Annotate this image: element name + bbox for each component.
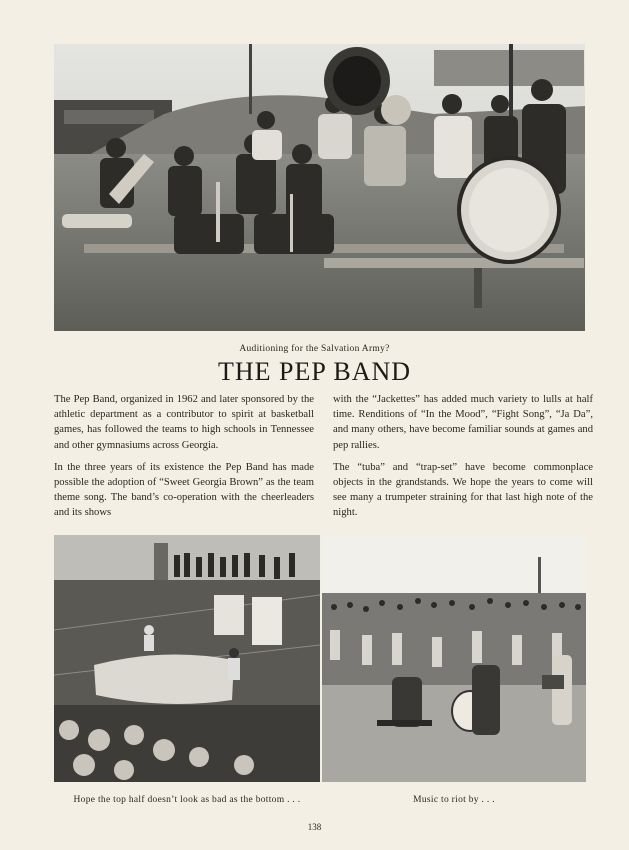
- bottom-right-photo-caption: Music to riot by . . .: [413, 795, 495, 805]
- article-left-column: [54, 392, 314, 528]
- top-photo: [54, 44, 585, 331]
- article-paragraph: with the “Jackettes” has added much variety to lulls at half time. Renditions of “In the Mood”, “Fight Song”, “Ja Da”, and many others, have become familiar sounds at games and pep rallies.: [333, 394, 593, 451]
- page-number: 138: [307, 822, 322, 832]
- bottom-right-photo: [322, 535, 586, 782]
- article-paragraph: The “tuba” and “trap-set” have become commonplace objects in the grandstands. We hope the years to come will see many a trumpeter straining for that last high note of the night.: [333, 461, 593, 519]
- article-paragraph: In the three years of its existence the Pep Band has made possible the adoption of “Sweet Georgia Brown” as the team theme song. The band’s co-operation with the cheerleaders and its shows: [54, 461, 314, 519]
- bottom-left-photo-caption: Hope the top half doesn’t look as bad as the bottom . . .: [73, 795, 301, 805]
- article-right-column: [333, 392, 593, 528]
- top-photo-caption: Auditioning for the Salvation Army?: [239, 344, 390, 354]
- article-title: THE PEP BAND: [217, 357, 412, 386]
- bottom-left-photo: [54, 535, 320, 782]
- article-paragraph: The Pep Band, organized in 1962 and later sponsored by the athletic department as a contributor to spirit at basketball games, has followed the teams to high schools in Tennessee and other gymnasiums across Georgia.: [54, 394, 314, 451]
